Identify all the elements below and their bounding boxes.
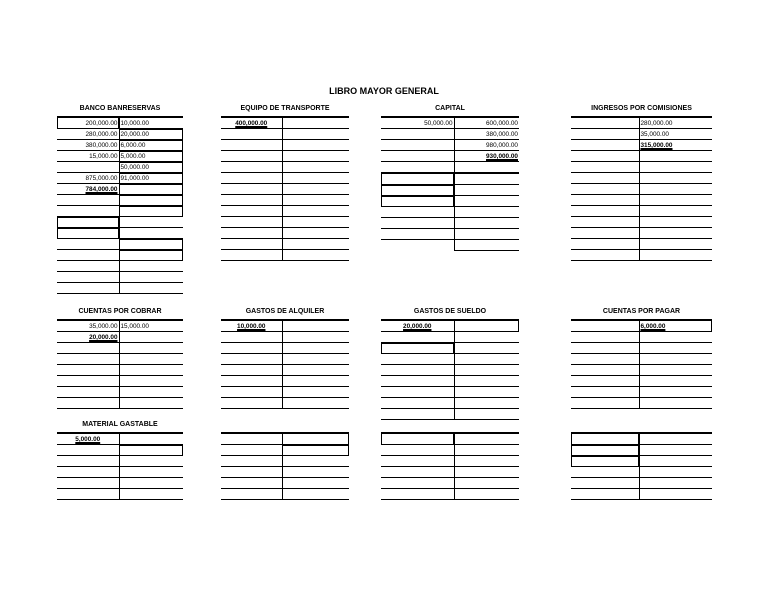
table-row bbox=[221, 195, 349, 206]
table-row bbox=[57, 343, 183, 354]
table-row bbox=[571, 250, 712, 261]
credit-cell: 91,000.00 bbox=[119, 173, 183, 184]
table-row bbox=[571, 162, 712, 173]
debit-cell bbox=[381, 140, 454, 151]
ledger-account-gastos-sueldo bbox=[381, 308, 519, 420]
table-row bbox=[381, 376, 519, 387]
table-row bbox=[381, 140, 519, 151]
table-row bbox=[57, 467, 183, 478]
table-row bbox=[57, 398, 183, 409]
credit-cell: 15,000.00 bbox=[119, 320, 183, 332]
table-row bbox=[57, 250, 183, 261]
table-row bbox=[571, 184, 712, 195]
debit-cell bbox=[571, 320, 639, 332]
debit-cell bbox=[381, 433, 454, 445]
credit-cell: 980,000.00 bbox=[454, 140, 519, 151]
table-row bbox=[571, 365, 712, 376]
table-row bbox=[221, 445, 349, 456]
table-row bbox=[221, 162, 349, 173]
debit-cell: 5,000.00 bbox=[75, 435, 101, 443]
debit-cell: 200,000.00 bbox=[57, 117, 119, 129]
table-row bbox=[381, 207, 519, 218]
debit-cell bbox=[381, 151, 454, 162]
table-row bbox=[381, 489, 519, 500]
debit-cell: 10,000.00 bbox=[237, 322, 266, 330]
debit-cell: 400,000.00 bbox=[235, 119, 268, 127]
table-row bbox=[57, 272, 183, 283]
t-account-table bbox=[381, 319, 519, 420]
credit-cell: 10,000.00 bbox=[119, 117, 183, 129]
table-row bbox=[221, 250, 349, 261]
t-account-table bbox=[571, 319, 712, 409]
credit-cell bbox=[282, 117, 349, 129]
table-row bbox=[221, 365, 349, 376]
ledger-account-blank-2 bbox=[381, 432, 519, 500]
table-row bbox=[57, 320, 183, 332]
table-row bbox=[381, 456, 519, 467]
debit-cell bbox=[571, 433, 639, 445]
table-row bbox=[57, 489, 183, 500]
t-account-table bbox=[381, 432, 519, 500]
table-row bbox=[381, 240, 519, 251]
table-row bbox=[571, 376, 712, 387]
credit-cell bbox=[282, 320, 349, 332]
table-row bbox=[571, 195, 712, 206]
table-row bbox=[57, 332, 183, 343]
table-row bbox=[571, 206, 712, 217]
table-row bbox=[381, 117, 519, 129]
table-row bbox=[571, 129, 712, 140]
ledger-account-equipo bbox=[221, 105, 349, 261]
debit-cell: 380,000.00 bbox=[57, 140, 119, 151]
credit-cell bbox=[119, 332, 183, 343]
credit-cell: 20,000.00 bbox=[119, 129, 183, 140]
table-row bbox=[57, 140, 183, 151]
table-row bbox=[571, 478, 712, 489]
debit-cell: 50,000.00 bbox=[381, 117, 454, 129]
table-row bbox=[57, 184, 183, 195]
table-row bbox=[571, 467, 712, 478]
ledger-account-banco bbox=[57, 105, 183, 294]
table-row bbox=[571, 228, 712, 239]
table-row bbox=[57, 376, 183, 387]
debit-cell bbox=[221, 433, 282, 445]
credit-cell: 380,000.00 bbox=[454, 129, 519, 140]
ledger-account-ingresos bbox=[571, 105, 712, 261]
debit-cell: 20,000.00 bbox=[403, 322, 432, 330]
table-row bbox=[381, 162, 519, 174]
t-account-table bbox=[571, 116, 712, 261]
table-row bbox=[381, 343, 519, 354]
table-row bbox=[571, 343, 712, 354]
table-row bbox=[57, 129, 183, 140]
ledger-account-cuentas-cobrar bbox=[57, 308, 183, 409]
table-row bbox=[221, 489, 349, 500]
balance-total: 784,000.00 bbox=[85, 185, 118, 193]
debit-cell bbox=[57, 162, 119, 173]
table-row bbox=[381, 445, 519, 456]
table-row bbox=[57, 239, 183, 250]
balance-total: 315,000.00 bbox=[640, 141, 673, 149]
credit-cell: 35,000.00 bbox=[639, 129, 712, 140]
table-row bbox=[221, 320, 349, 332]
table-row bbox=[571, 354, 712, 365]
credit-cell bbox=[282, 433, 349, 445]
account-name: INGRESOS POR COMISIONES bbox=[591, 105, 692, 112]
debit-cell: 280,000.00 bbox=[57, 129, 119, 140]
t-account-table bbox=[571, 432, 712, 500]
table-row bbox=[57, 354, 183, 365]
table-row bbox=[221, 173, 349, 184]
credit-cell bbox=[454, 320, 519, 332]
debit-cell bbox=[571, 117, 639, 129]
account-name: EQUIPO DE TRANSPORTE bbox=[240, 105, 330, 112]
table-row bbox=[571, 173, 712, 184]
table-row bbox=[381, 173, 519, 185]
debit-cell: 15,000.00 bbox=[57, 151, 119, 162]
table-row bbox=[57, 162, 183, 173]
table-row bbox=[571, 140, 712, 151]
ledger-account-capital bbox=[381, 105, 519, 251]
credit-cell bbox=[454, 433, 519, 445]
table-row bbox=[221, 433, 349, 445]
table-row bbox=[571, 398, 712, 409]
table-row bbox=[57, 445, 183, 456]
table-row bbox=[221, 228, 349, 239]
table-row bbox=[57, 206, 183, 217]
account-name: CUENTAS POR COBRAR bbox=[78, 308, 162, 315]
account-name: BANCO BANRESERVAS bbox=[79, 105, 161, 112]
table-row bbox=[571, 217, 712, 228]
credit-cell: 600,000.00 bbox=[454, 117, 519, 129]
account-name: CAPITAL bbox=[435, 105, 465, 112]
table-row bbox=[381, 398, 519, 409]
account-name: CUENTAS POR PAGAR bbox=[602, 308, 681, 315]
table-row bbox=[381, 409, 519, 420]
table-row bbox=[221, 387, 349, 398]
table-row bbox=[221, 206, 349, 217]
t-account-table bbox=[381, 116, 519, 251]
t-account-table bbox=[57, 319, 183, 409]
table-row bbox=[381, 478, 519, 489]
table-row bbox=[57, 173, 183, 184]
balance-total: 930,000.00 bbox=[486, 152, 518, 160]
table-row bbox=[57, 365, 183, 376]
table-row bbox=[221, 376, 349, 387]
table-row bbox=[381, 320, 519, 332]
table-row bbox=[571, 332, 712, 343]
ledger-account-blank-1 bbox=[221, 432, 349, 500]
table-row bbox=[381, 467, 519, 478]
table-row bbox=[571, 117, 712, 129]
table-row bbox=[381, 387, 519, 398]
table-row bbox=[381, 354, 519, 365]
table-row bbox=[221, 467, 349, 478]
table-row bbox=[571, 387, 712, 398]
table-row bbox=[571, 151, 712, 162]
ledger-account-blank-3 bbox=[571, 432, 712, 500]
table-row bbox=[57, 433, 183, 445]
table-row bbox=[221, 117, 349, 129]
table-row bbox=[57, 261, 183, 272]
table-row bbox=[381, 218, 519, 229]
debit-cell: 35,000.00 bbox=[57, 320, 119, 332]
credit-cell bbox=[119, 433, 183, 445]
credit-cell bbox=[119, 184, 183, 195]
table-row bbox=[381, 129, 519, 140]
table-row bbox=[381, 185, 519, 196]
table-row bbox=[381, 332, 519, 343]
table-row bbox=[57, 228, 183, 239]
table-row bbox=[381, 229, 519, 240]
table-row bbox=[221, 184, 349, 195]
t-account-table bbox=[221, 432, 349, 500]
debit-cell bbox=[571, 140, 639, 151]
account-name: GASTOS DE ALQUILER bbox=[245, 308, 325, 315]
table-row bbox=[571, 433, 712, 445]
table-row bbox=[221, 140, 349, 151]
page-title: LIBRO MAYOR GENERAL bbox=[329, 86, 439, 96]
table-row bbox=[57, 195, 183, 206]
credit-cell: 280,000.00 bbox=[639, 117, 712, 129]
table-row bbox=[57, 456, 183, 467]
table-row bbox=[571, 489, 712, 500]
balance-total: 20,000.00 bbox=[89, 333, 118, 341]
table-row bbox=[57, 478, 183, 489]
table-row bbox=[571, 445, 712, 456]
credit-cell bbox=[639, 433, 712, 445]
table-row bbox=[221, 354, 349, 365]
debit-cell bbox=[571, 129, 639, 140]
ledger-account-cuentas-pagar bbox=[571, 308, 712, 409]
credit-cell: 50,000.00 bbox=[119, 162, 183, 173]
table-row bbox=[221, 217, 349, 228]
t-account-table bbox=[221, 116, 349, 261]
table-row bbox=[571, 320, 712, 332]
table-row bbox=[571, 456, 712, 467]
credit-cell: 5,000.00 bbox=[119, 151, 183, 162]
table-row bbox=[57, 387, 183, 398]
t-account-table bbox=[57, 432, 183, 500]
table-row bbox=[57, 151, 183, 162]
table-row bbox=[221, 332, 349, 343]
t-account-table bbox=[57, 116, 183, 294]
debit-cell: 875,000.00 bbox=[57, 173, 119, 184]
t-account-table bbox=[221, 319, 349, 409]
credit-cell: 6,000.00 bbox=[640, 322, 666, 330]
table-row bbox=[571, 239, 712, 250]
table-row bbox=[221, 343, 349, 354]
account-name: GASTOS DE SUELDO bbox=[413, 308, 487, 315]
table-row bbox=[221, 239, 349, 250]
table-row bbox=[221, 456, 349, 467]
table-row bbox=[221, 478, 349, 489]
table-row bbox=[381, 365, 519, 376]
table-row bbox=[381, 196, 519, 207]
table-row bbox=[221, 398, 349, 409]
debit-cell bbox=[381, 129, 454, 140]
table-row bbox=[57, 217, 183, 228]
table-row bbox=[57, 117, 183, 129]
account-name: MATERIAL GASTABLE bbox=[82, 421, 158, 428]
ledger-account-material-gastable bbox=[57, 421, 183, 500]
table-row bbox=[381, 151, 519, 162]
table-row bbox=[381, 433, 519, 445]
table-row bbox=[57, 283, 183, 294]
credit-cell: 6,000.00 bbox=[119, 140, 183, 151]
ledger-account-gastos-alquiler bbox=[221, 308, 349, 409]
table-row bbox=[221, 129, 349, 140]
table-row bbox=[221, 151, 349, 162]
